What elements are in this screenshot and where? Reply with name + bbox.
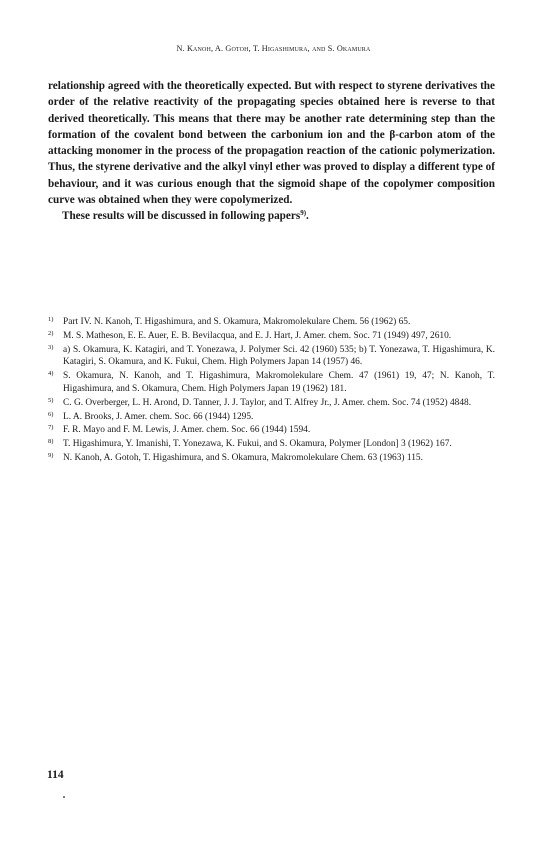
- reference-item: [48, 370, 495, 396]
- reference-item: [48, 424, 495, 437]
- running-head: N. Kanoh, A. Gotoh, T. Higashimura, and S. Okamura: [176, 44, 371, 53]
- reference-text: C. G. Overberger, L. H. Arond, D. Tanner, J. J. Taylor, and T. Alfrey Jr., J. Amer. chem. Soc. 74 (1952) 4848.: [63, 397, 472, 408]
- reference-item: [48, 316, 495, 329]
- reference-number: 3): [48, 343, 54, 351]
- reference-item: [48, 344, 495, 370]
- reference-text: F. R. Mayo and F. M. Lewis, J. Amer. chem. Soc. 66 (1944) 1594.: [63, 425, 311, 436]
- body-paragraph-2: [48, 208, 495, 224]
- reference-number: 7): [48, 424, 54, 432]
- reference-text: Part IV. N. Kanoh, T. Higashimura, and S. Okamura, Makromolekulare Chem. 56 (1962) 65.: [63, 317, 411, 327]
- reference-number: 2): [48, 329, 54, 337]
- page-mark: [63, 796, 65, 798]
- reference-list: [48, 316, 495, 466]
- body-paragraph-2-end: .: [306, 210, 309, 223]
- reference-text: N. Kanoh, A. Gotoh, T. Higashimura, and S. Okamura, Makromolekulare Chem. 63 (1963) 115.: [63, 452, 423, 463]
- reference-item: [48, 411, 495, 424]
- reference-number: 5): [48, 396, 54, 404]
- reference-text: a) S. Okamura, K. Katagiri, and T. Yonezawa, J. Polymer Sci. 42 (1960) 535; b) T. Yonezawa, T. Higashimura, K. Katagiri, S. Okamura, and K. Fukui, Chem. High Polymers Japan 14 (1957) 46.: [63, 344, 495, 368]
- body-text: [48, 78, 495, 225]
- page-number: 114: [47, 769, 64, 781]
- reference-number: 9): [48, 451, 54, 459]
- reference-number: 6): [48, 410, 54, 418]
- reference-text: S. Okamura, N. Kanoh, and T. Higashimura, Makromolekulare Chem. 47 (1961) 19, 47; N. Kanoh, T. Higashimura, and S. Okamura, Chem. High Polymers Japan 19 (1962) 181.: [63, 371, 495, 394]
- body-paragraph-1: relationship agreed with the theoretically expected. But with respect to styrene derivatives the order of the relative reactivity of the propagating species obtained here is reverse to that derived theoretically. This means that there may be another rate determining step than the formation of the covalent bond between the carbonium ion and the β-carbon atom of the attacking monomer in the process of the propagation reaction of the cationic polymerization. Thus, the styrene derivative and the alkyl vinyl ether was proved to display a different type of behaviour, and it was curious enough that the sigmoid shape of the copolymer composition curve was obtained when they were copolymerized.: [48, 80, 495, 207]
- reference-text: T. Higashimura, Y. Imanishi, T. Yonezawa, K. Fukui, and S. Okamura, Polymer [London] 3 (1962) 167.: [63, 439, 452, 450]
- reference-item: [48, 438, 495, 451]
- reference-text: M. S. Matheson, E. E. Auer, E. B. Bevilacqua, and E. J. Hart, J. Amer. chem. Soc. 71 (1949) 497, 2610.: [63, 330, 452, 341]
- body-paragraph-2-text: These results will be discussed in following papers: [62, 210, 301, 223]
- reference-text: L. A. Brooks, J. Amer. chem. Soc. 66 (1944) 1295.: [63, 411, 254, 422]
- reference-number: 4): [48, 370, 54, 378]
- reference-number: 8): [48, 438, 54, 446]
- reference-number: 1): [48, 316, 54, 323]
- reference-item: [48, 452, 495, 465]
- citation-ref: 9): [300, 209, 307, 218]
- reference-item: [48, 397, 495, 410]
- reference-item: [48, 330, 495, 343]
